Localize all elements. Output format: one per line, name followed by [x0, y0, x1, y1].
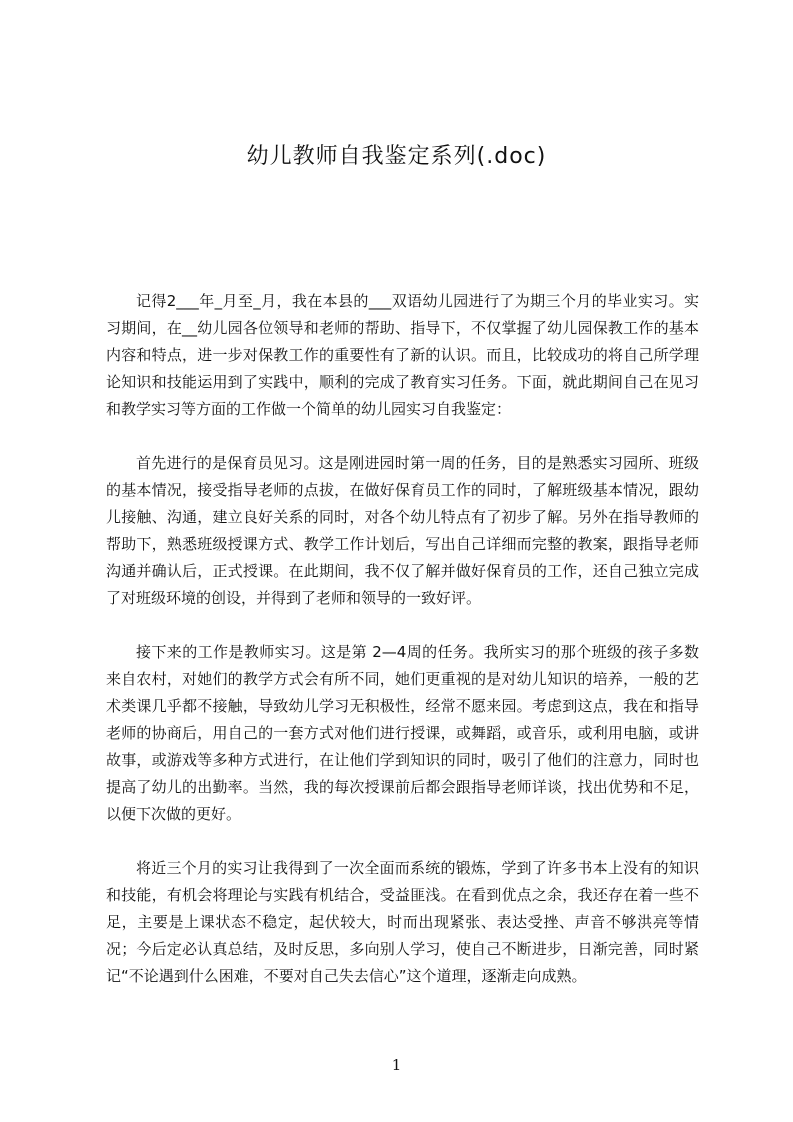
- document-title: 幼儿教师自我鉴定系列(.doc): [246, 144, 547, 169]
- page-number: 1: [391, 1056, 402, 1074]
- document-body: [106, 288, 699, 1017]
- paragraph-teaching-practice: 接下来的工作是教师实习。这是第 2—4周的任务。我所实习的那个班级的孩子多数来自农村，对她们的教学方式会有所不同，她们更重视的是对幼儿知识的培养，一般的艺术类课几乎都不接触，导致幼儿学习无积极性，经常不愿来园。考虑到这点，我在和指导老师的协商后，用自己的一套方式对他们进行授课，或舞蹈，或音乐，或利用电脑，或讲故事，或游戏等多种方式进行，在让他们学到知识的同时，吸引了他们的注意力，同时也提高了幼儿的出勤率。当然，我的每次授课前后都会跟指导老师详谈，找出优势和不足，以便下次做的更好。: [106, 643, 699, 823]
- paragraph-nursery-observation: 首先进行的是保育员见习。这是刚进园时第一周的任务，目的是熟悉实习园所、班级的基本情况，接受指导老师的点拔，在做好保育员工作的同时，了解班级基本情况，跟幼儿接触、沟通，建立良好关系的同时，对各个幼儿特点有了初步了解。另外在指导教师的帮助下，熟悉班级授课方式、教学工作计划后，写出自己详细而完整的教案，跟指导老师沟通并确认后，正式授课。在此期间，我不仅了解并做好保育员的工作，还自己独立完成了对班级环境的创设，并得到了老师和领导的一致好评。: [106, 454, 699, 607]
- paragraph-summary: 将近三个月的实习让我得到了一次全面而系统的锻炼，学到了许多书本上没有的知识和技能，有机会将理论与实践有机结合，受益匪浅。在看到优点之余，我还存在着一些不足，主要是上课状态不稳定，起伏较大，时而出现紧张、表达受挫、声音不够洪亮等情况；今后定必认真总结，及时反思，多向别人学习，使自己不断进步，日渐完善，同时紧记“不论遇到什么困难，不要对自己失去信心”这个道理，逐渐走向成熟。: [106, 859, 699, 985]
- paragraph-internship-overview: 记得2___年_月至_月，我在本县的___双语幼儿园进行了为期三个月的毕业实习。实习期间，在__幼儿园各位领导和老师的帮助、指导下，不仅掌握了幼儿园保教工作的基本内容和特点，进一步对保教工作的重要性有了新的认识。而且，比较成功的将自己所学理论知识和技能运用到了实践中，顺利的完成了教育实习任务。下面，就此期间自己在见习和教学实习等方面的工作做一个简单的幼儿园实习自我鉴定：: [106, 292, 699, 418]
